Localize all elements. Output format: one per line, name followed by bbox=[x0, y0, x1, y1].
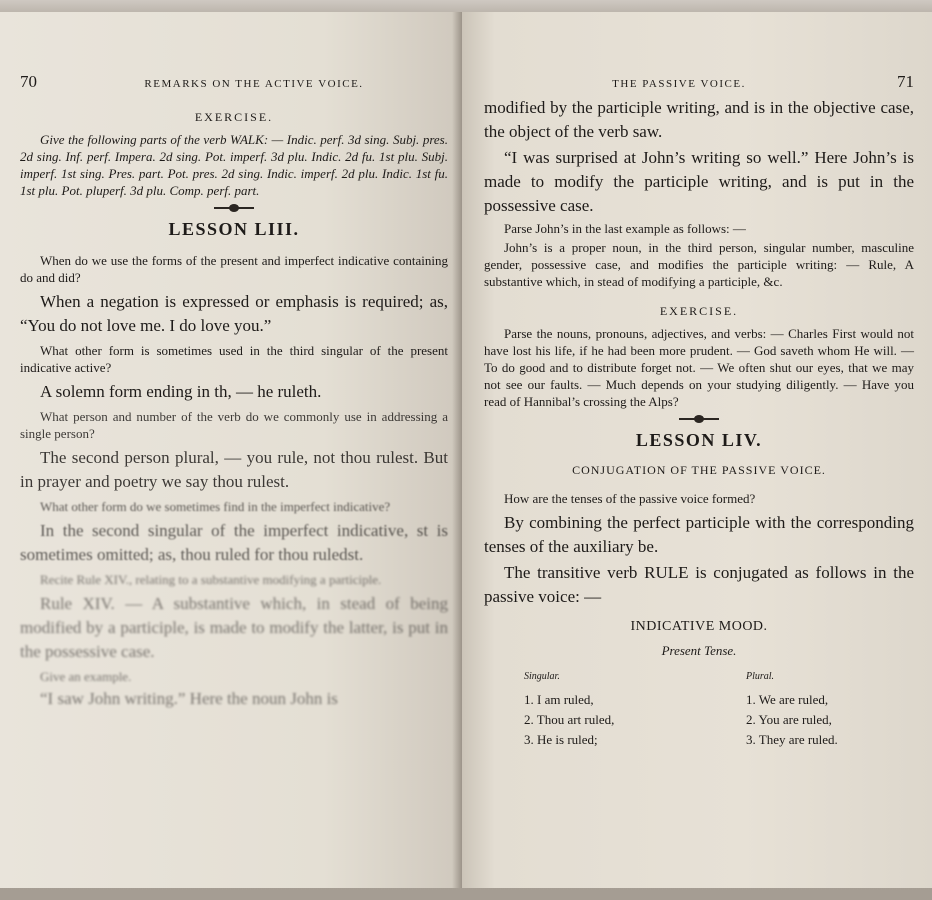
lesson-53-answer-1: When a negation is expressed or emphasis is required; as, “You do not love me. I do love you.” bbox=[20, 292, 448, 335]
lesson-53-example: “I saw John writing.” Here the noun John is bbox=[40, 689, 338, 708]
left-exercise-heading: EXERCISE. bbox=[194, 110, 274, 124]
left-running-head bbox=[20, 72, 448, 96]
left-page-number: 70 bbox=[20, 72, 37, 91]
right-exercise-heading: EXERCISE. bbox=[659, 304, 739, 318]
singular-label: Singular. bbox=[524, 671, 560, 682]
plural-form: 3. They are ruled. bbox=[746, 732, 838, 747]
lesson-53-question-5: Recite Rule XIV., relating to a substantive modifying a participle. bbox=[40, 572, 382, 587]
parse-explanation: John’s is a proper noun, in the third person, singular number, masculine gender, possessive case, and modifies the participle writing: — Rule, A substantive which, in stead of modifying a participle, &c. bbox=[484, 240, 914, 289]
lesson-54-question: How are the tenses of the passive voice formed? bbox=[504, 491, 756, 506]
right-running-title: THE PASSIVE VOICE. bbox=[612, 78, 746, 90]
right-running-head bbox=[484, 72, 914, 96]
lesson-54-subtitle: CONJUGATION OF THE PASSIVE VOICE. bbox=[572, 463, 826, 477]
lesson-54-intro: The transitive verb RULE is conjugated as follows in the passive voice: — bbox=[484, 563, 914, 606]
lesson-53-question-3: What person and number of the verb do we commonly use in addressing a single person? bbox=[20, 409, 448, 441]
plural-form: 2. You are ruled, bbox=[746, 712, 832, 727]
lesson-53-question-1: When do we use the forms of the present and imperfect indicative containing do and did? bbox=[20, 253, 448, 285]
left-ornament-divider bbox=[20, 207, 448, 209]
indicative-mood-heading: INDICATIVE MOOD. bbox=[630, 619, 768, 634]
continued-paragraph: modified by the participle writing, and is in the objective case, the object of the verb saw. bbox=[484, 98, 914, 141]
left-exercise-text: Give the following parts of the verb WALK: — Indic. perf. 3d sing. Subj. pres. 2d sing. Inf. perf. Impera. 2d sing. Pot. imperf. 3d plu. Indic. 2d fu. 1st plu. Subj. imperf. 1st sing. Pres. part. Pot. pres. 2d sing. Indic. imperf. 2d plu. Indic. 1st fu. 1st plu. Pot. pluperf. 3d plu. Comp. perf. part. bbox=[20, 132, 448, 198]
right-exercise-text: Parse the nouns, pronouns, adjectives, and verbs: — Charles First would not have lost his life, if he had been more prudent. — God saveth whom He will. — To do good and to distribute forget not. — We often shut our eyes, that we may not see our faults. — Much depends on your studying diligently. — Have you read of Hannibal’s crossing the Alps? bbox=[484, 326, 914, 409]
singular-column bbox=[524, 671, 674, 750]
right-ornament-divider bbox=[484, 418, 914, 420]
lesson-53-title: LESSON LIII. bbox=[168, 219, 300, 239]
present-tense-heading: Present Tense. bbox=[661, 643, 737, 658]
plural-label: Plural. bbox=[746, 671, 775, 682]
lesson-53-question-2: What other form is sometimes used in the third singular of the present indicative active? bbox=[20, 343, 448, 375]
conjugation-table bbox=[484, 671, 914, 750]
plural-column bbox=[746, 671, 896, 750]
parse-instruction: Parse John’s in the last example as follows: — bbox=[504, 221, 746, 236]
possessive-example: “I was surprised at John’s writing so well.” Here John’s is made to modify the participle writing, and is put in the possessive case. bbox=[484, 148, 914, 215]
lesson-53-answer-4: In the second singular of the imperfect indicative, st is sometimes omitted; as, thou ruled for thou ruledst. bbox=[20, 521, 448, 564]
lesson-53-answer-2: A solemn form ending in th, — he ruleth. bbox=[40, 382, 322, 401]
lesson-53-question-4: What other form do we sometimes find in the imperfect indicative? bbox=[40, 499, 391, 514]
right-page bbox=[462, 12, 932, 888]
right-page-number: 71 bbox=[897, 72, 914, 91]
left-running-title: REMARKS ON THE ACTIVE VOICE. bbox=[144, 78, 364, 90]
singular-form: 3. He is ruled; bbox=[524, 732, 598, 747]
lesson-53-answer-3: The second person plural, — you rule, not thou rulest. But in prayer and poetry we say thou rulest. bbox=[20, 448, 448, 491]
lesson-53-question-6: Give an example. bbox=[40, 669, 132, 684]
rule-14-text: Rule XIV. — A substantive which, in stead of being modified by a participle, is made to modify the latter, is put in the possessive case. bbox=[20, 594, 448, 661]
singular-form: 2. Thou art ruled, bbox=[524, 712, 615, 727]
lesson-54-title: LESSON LIV. bbox=[635, 430, 763, 450]
lesson-54-answer: By combining the perfect participle with the corresponding tenses of the auxiliary be. bbox=[484, 513, 914, 556]
left-page bbox=[0, 12, 462, 888]
singular-form: 1. I am ruled, bbox=[524, 692, 594, 707]
plural-form: 1. We are ruled, bbox=[746, 692, 829, 707]
